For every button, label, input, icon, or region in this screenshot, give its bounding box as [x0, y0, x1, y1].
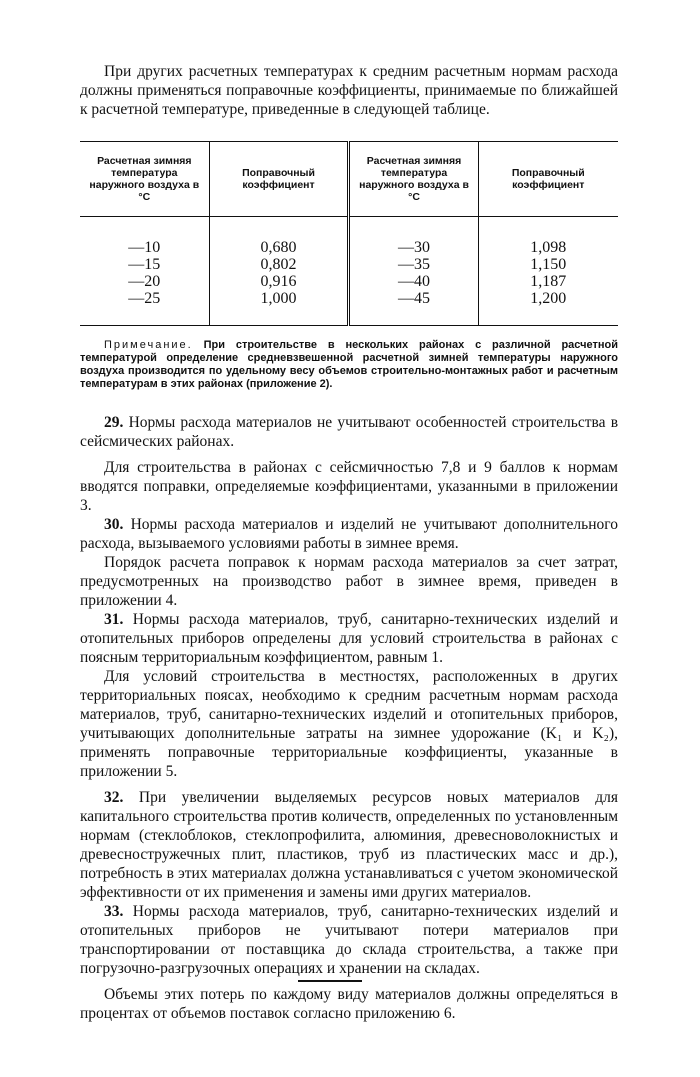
- table-cell: —15: [128, 256, 161, 273]
- paragraph-text: При увеличении выделяемых ресурсов новых материалов для капитального строительства против количеств, определенных по установленным нормам (стеклоблоков, стеклопрофилита, алюминия, древесноволокнистых и древесностружечных плит, пластиков, труб из пластических масс и др.), потребность в этих материалах должна устанавливаться с учетом экономической эффективности от их применения и замены ими других материалов.: [80, 789, 618, 901]
- table-cell: —10: [128, 239, 161, 256]
- paragraph-text: Для строительства в районах с сейсмичностью 7,8 и 9 баллов к нормам вводятся поправки, определяемые коэффициентами, указанными в приложении 3.: [80, 459, 618, 514]
- paragraph-30: [80, 515, 618, 553]
- paragraph-number: 30.: [104, 516, 124, 533]
- paragraph-number: 31.: [104, 611, 124, 628]
- end-rule: [298, 980, 362, 982]
- table-cell: —25: [128, 290, 161, 307]
- paragraph-text: Для условий строительства в местностях, расположенных в других территориальных поясах, необходимо к средним расчетным нормам расхода материалов, труб, санитарно-технических изделий и отопительных приборов, учитывающих дополнительные затраты на зимнее удорожание (K₁ и K₂), применять поправочные территориальные коэффициенты, указанные в приложении 5.: [80, 668, 618, 780]
- paragraph-text: Нормы расхода материалов не учитывают особенностей строительства в сейсмических районах.: [80, 414, 619, 450]
- temperature-column-2: [349, 217, 478, 326]
- table-cell: 1,187: [530, 273, 567, 290]
- table-cell: —45: [398, 290, 431, 307]
- table-cell: —20: [128, 273, 161, 290]
- paragraph-32: [80, 788, 618, 902]
- table-cell: 1,150: [530, 256, 567, 273]
- paragraph-33: [80, 902, 618, 978]
- table-cell: —35: [398, 256, 431, 273]
- table-cell: 1,000: [260, 290, 297, 307]
- table-cell: 0,916: [260, 273, 297, 290]
- coefficient-column-2: [478, 217, 618, 326]
- table-cell: —30: [398, 239, 431, 256]
- paragraph-29-cont: [80, 458, 618, 515]
- paragraph-30-cont: [80, 553, 618, 610]
- header-coefficient-1: Поправочный коэффициент: [209, 142, 349, 217]
- paragraph-text: Нормы расхода материалов, труб, санитарно-технических изделий и отопительных приборов определены для условий строительства в районах с поясным территориальным коэффициентом, равным 1.: [80, 611, 618, 666]
- document-page: [80, 62, 618, 1023]
- coefficient-column-1: [209, 217, 349, 326]
- table-cell: 1,098: [530, 239, 567, 256]
- paragraph-29: [80, 413, 618, 451]
- correction-coefficient-table: [80, 141, 618, 326]
- paragraph-33-cont: [80, 985, 618, 1023]
- note-lead: Примечание.: [104, 339, 193, 351]
- header-temperature-1: Расчетная зимняя температура наружного воздуха в °С: [80, 142, 209, 217]
- table-row: [80, 217, 618, 326]
- paragraph-31: [80, 610, 618, 667]
- table-cell: 1,200: [530, 290, 567, 307]
- table-header-row: [80, 142, 618, 217]
- table-cell: 0,802: [260, 256, 297, 273]
- paragraph-text: Нормы расхода материалов и изделий не учитывают дополнительного расхода, вызываемого условиями работы в зимнее время.: [80, 516, 619, 552]
- header-temperature-2: Расчетная зимняя температура наружного воздуха в °С: [349, 142, 478, 217]
- table-note: [80, 339, 618, 391]
- header-coefficient-2: Поправочный коэффициент: [478, 142, 618, 217]
- paragraph-text: Нормы расхода материалов, труб, санитарно-технических изделий и отопительных приборов не учитывают потери материалов при транспортировании от поставщика до склада строительства, а также при погрузочно-разгрузочных операциях и хранении на складах.: [80, 903, 618, 977]
- temperature-column-1: [80, 217, 209, 326]
- paragraph-text: Порядок расчета поправок к нормам расхода материалов за счет затрат, предусмотренных на производство работ в зимнее время, приведен в приложении 4.: [80, 554, 618, 609]
- table-cell: —40: [398, 273, 431, 290]
- numbered-paragraphs: [80, 413, 618, 1023]
- paragraph-31-cont: [80, 667, 618, 781]
- paragraph-number: 33.: [104, 903, 124, 920]
- intro-paragraph: При других расчетных температурах к средним расчетным нормам расхода должны применяться поправочные коэффициенты, принимаемые по ближайшей к расчетной температуре, приведенные в следующей таблице.: [80, 63, 618, 118]
- paragraph-number: 29.: [104, 414, 124, 431]
- paragraph-number: 32.: [104, 789, 124, 806]
- paragraph-text: Объемы этих потерь по каждому виду материалов должны определяться в процентах от объемов поставок согласно приложению 6.: [80, 986, 618, 1022]
- table-cell: 0,680: [260, 239, 297, 256]
- note-text: При строительстве в нескольких районах с различной расчетной температурой определение средневзвешенной расчетной зимней температуры наружного воздуха производится по удельному весу объемов строительно-монтажных работ и расчетным температурам в этих районах (приложение 2).: [80, 339, 618, 390]
